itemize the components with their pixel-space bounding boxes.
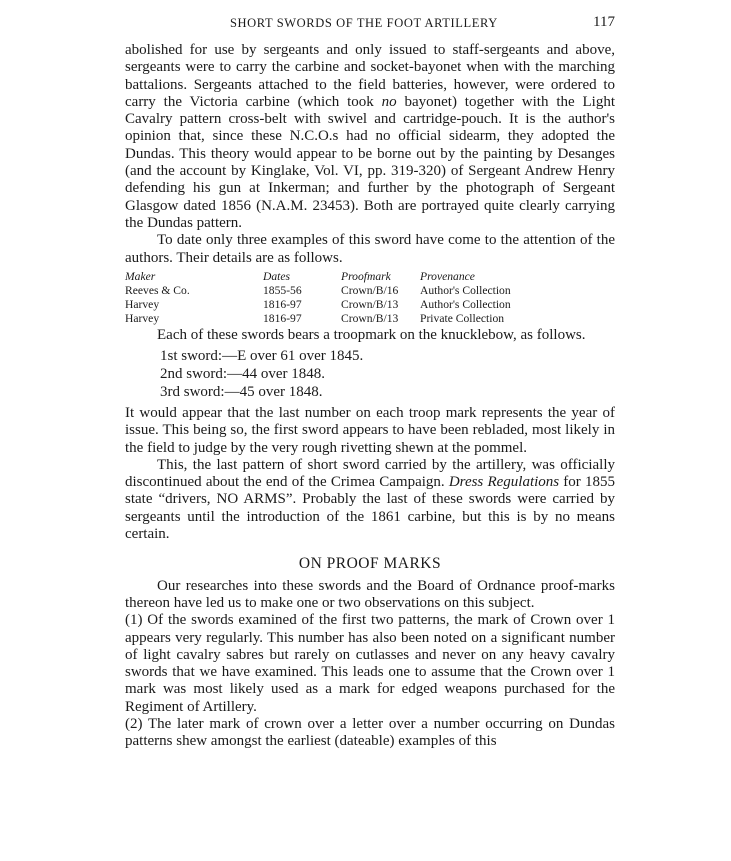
table-cell: Author's Collection (420, 298, 511, 312)
table-cell: Harvey (125, 312, 160, 326)
table-cell: Crown/B/13 (341, 298, 399, 312)
column-header: Provenance (420, 269, 475, 283)
emphasis: Dress Regulations (448, 474, 560, 491)
paragraph: This, the last pattern of short sword carried by the artillery, was officially discontinued about the end of the Crimea Campaign. Dress Regulations for 1855 state “drivers, NO ARMS”. Probably the last of these swords were carried by sergeants until the introduction of the 1861 carbine, but this is by no means certain. (125, 456, 615, 543)
column-header: Dates (263, 269, 291, 283)
table-cell: Crown/B/16 (341, 284, 399, 298)
paragraph: Each of these swords bears a troopmark on the knucklebow, as follows. (157, 326, 586, 343)
column-header: Proofmark (341, 269, 391, 283)
table-cell: 1816-97 (263, 312, 302, 326)
paragraph: abolished for use by sergeants and only issued to staff-sergeants and above, sergeants were to carry the carbine and socket-bayonet when with the marching battalions. Sergeants attached to the field batteries, however, were ordered to carry the Victoria carbine (which took no bayonet) together with the Light Cavalry pattern cross-belt with swivel and cartridge-pouch. It is the author's opinion that, since these N.C.O.s had no official sidearm, they adopted the Dundas. This theory would appear to be borne out by the painting by Desanges (and the account by Kinglake, Vol. VI, pp. 319-320) of Sergeant Andrew Henry defending his gun at Inkerman; and further by the photograph of Sergeant Glasgow dated 1856 (N.A.M. 23453). Both are portrayed quite clearly carrying the Dundas pattern. (125, 42, 615, 231)
table-cell: 1855-56 (263, 284, 302, 298)
troopmark-item: 2nd sword:—44 over 1848. (160, 365, 325, 382)
table-cell: Private Collection (420, 312, 505, 326)
sword-table (125, 270, 615, 327)
troopmark-item: 1st sword:—E over 61 over 1845. (160, 347, 364, 364)
table-cell: Crown/B/13 (341, 312, 399, 326)
table-row (125, 312, 615, 326)
table-cell: 1816-97 (263, 298, 302, 312)
paragraph: Our researches into these swords and the Board of Ordnance proof-marks thereon have led us to make one or two observations on this subject. (125, 577, 615, 611)
page-header (125, 14, 615, 36)
page-body (125, 42, 615, 751)
page-number: 117 (593, 14, 615, 30)
table-cell: Reeves & Co. (125, 284, 190, 298)
paragraph: It would appear that the last number on each troop mark represents the year of issue. This being so, the first sword appears to have been rebladed, most likely in the field to judge by the very rough rivetting shewn at the pommel. (125, 404, 615, 456)
table-cell: Author's Collection (420, 284, 511, 298)
emphasis: no (381, 93, 397, 110)
table-cell: Harvey (125, 298, 160, 312)
paragraph: To date only three examples of this sword have come to the attention of the authors. Their details are as follows. (125, 232, 615, 266)
troopmark-item: 3rd sword:—45 over 1848. (160, 383, 323, 400)
section-heading: ON PROOF MARKS (298, 555, 442, 573)
column-header: Maker (125, 269, 156, 283)
running-head: SHORT SWORDS OF THE FOOT ARTILLERY (230, 16, 498, 30)
table-header-row (125, 270, 615, 284)
table-row (125, 284, 615, 298)
table-row (125, 298, 615, 312)
paragraph: (2) The later mark of crown over a letter over a number occurring on Dundas patterns shew amongst the earliest (dateable) examples of this (125, 716, 615, 750)
troopmark-list (160, 347, 615, 401)
paragraph: (1) Of the swords examined of the first two patterns, the mark of Crown over 1 appears very regularly. This number has also been noted on a significant number of light cavalry sabres but rarely on cutlasses and never on any heavy cavalry swords that we have examined. This leads one to assume that the Crown over 1 mark was most likely used as a mark for edged weapons purchased for the Regiment of Artillery. (125, 612, 615, 715)
